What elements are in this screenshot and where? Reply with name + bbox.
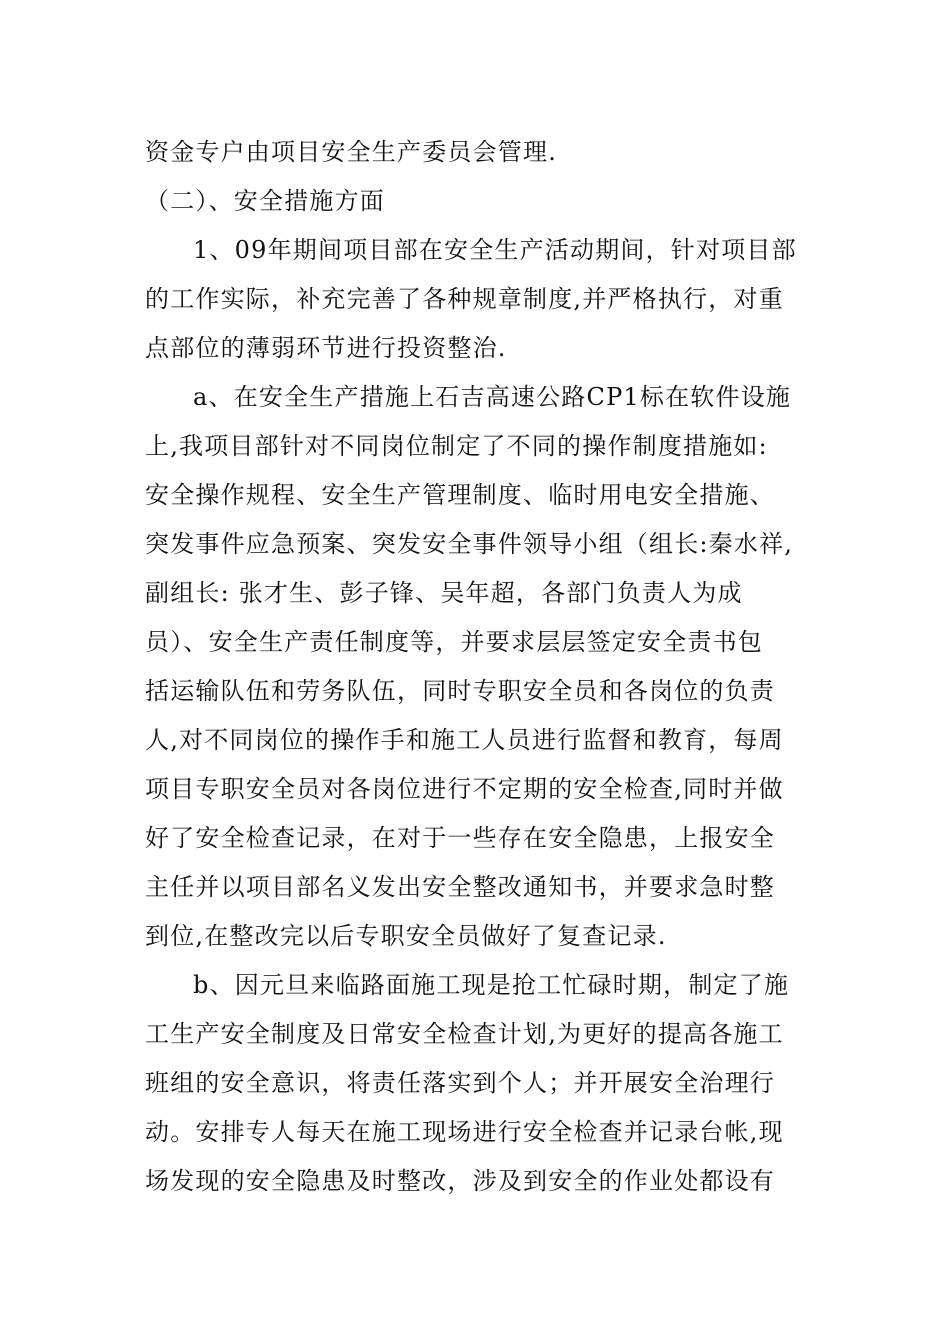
section-heading: （二）、安全措施方面 xyxy=(145,187,385,215)
text-line: 员）、安全生产责任制度等，并要求层层签定安全责书包 xyxy=(145,628,763,656)
text-line: 突发事件应急预案、突发安全事件领导小组（组长:秦水祥, xyxy=(145,530,794,558)
text-line: 括运输队伍和劳务队伍，同时专职安全员和各岗位的负责 xyxy=(145,677,775,705)
text-line: 动。安排专人每天在施工现场进行安全检查并记录台帐,现 xyxy=(145,1118,784,1146)
text-line: 到位,在整改完以后专职安全员做好了复查记录. xyxy=(145,922,667,950)
text-line: 副组长: 张才生、彭子锋、吴年超，各部门负责人为成 xyxy=(145,579,743,607)
text-line: 场发现的安全隐患及时整改，涉及到安全的作业处都设有 xyxy=(145,1167,775,1195)
text-line: 点部位的薄弱环节进行投资整治. xyxy=(145,334,507,362)
text-line: 好了安全检查记录，在对于一些存在安全隐患，上报安全 xyxy=(145,824,775,852)
text-line: 资金专户由项目安全生产委员会管理. xyxy=(145,138,558,166)
text-line: 人,对不同岗位的操作手和施工人员进行监督和教育，每周 xyxy=(145,726,784,754)
text-line: 主任并以项目部名义发出安全整改通知书，并要求急时整 xyxy=(145,873,775,901)
text-line: 的工作实际，补充完善了各种规章制度,并严格执行，对重 xyxy=(145,285,784,313)
text-line: 工生产安全制度及日常安全检查计划,为更好的提高各施工 xyxy=(145,1020,784,1048)
text-line: 项目专职安全员对各岗位进行不定期的安全检查,同时并做 xyxy=(145,775,784,803)
text-line: 安全操作规程、安全生产管理制度、临时用电安全措施、 xyxy=(145,481,775,509)
text-line: b、因元旦来临路面施工现是抢工忙碌时期，制定了施 xyxy=(193,971,790,999)
text-line: 上,我项目部针对不同岗位制定了不同的操作制度措施如: xyxy=(145,432,768,460)
text-line: a、在安全生产措施上石吉高速公路CP1标在软件设施 xyxy=(193,383,792,411)
document-body xyxy=(145,128,815,1206)
text-line: 1、09年期间项目部在安全生产活动期间，针对项目部 xyxy=(193,236,797,264)
text-line: 班组的安全意识，将责任落实到个人；并开展安全治理行 xyxy=(145,1069,775,1097)
